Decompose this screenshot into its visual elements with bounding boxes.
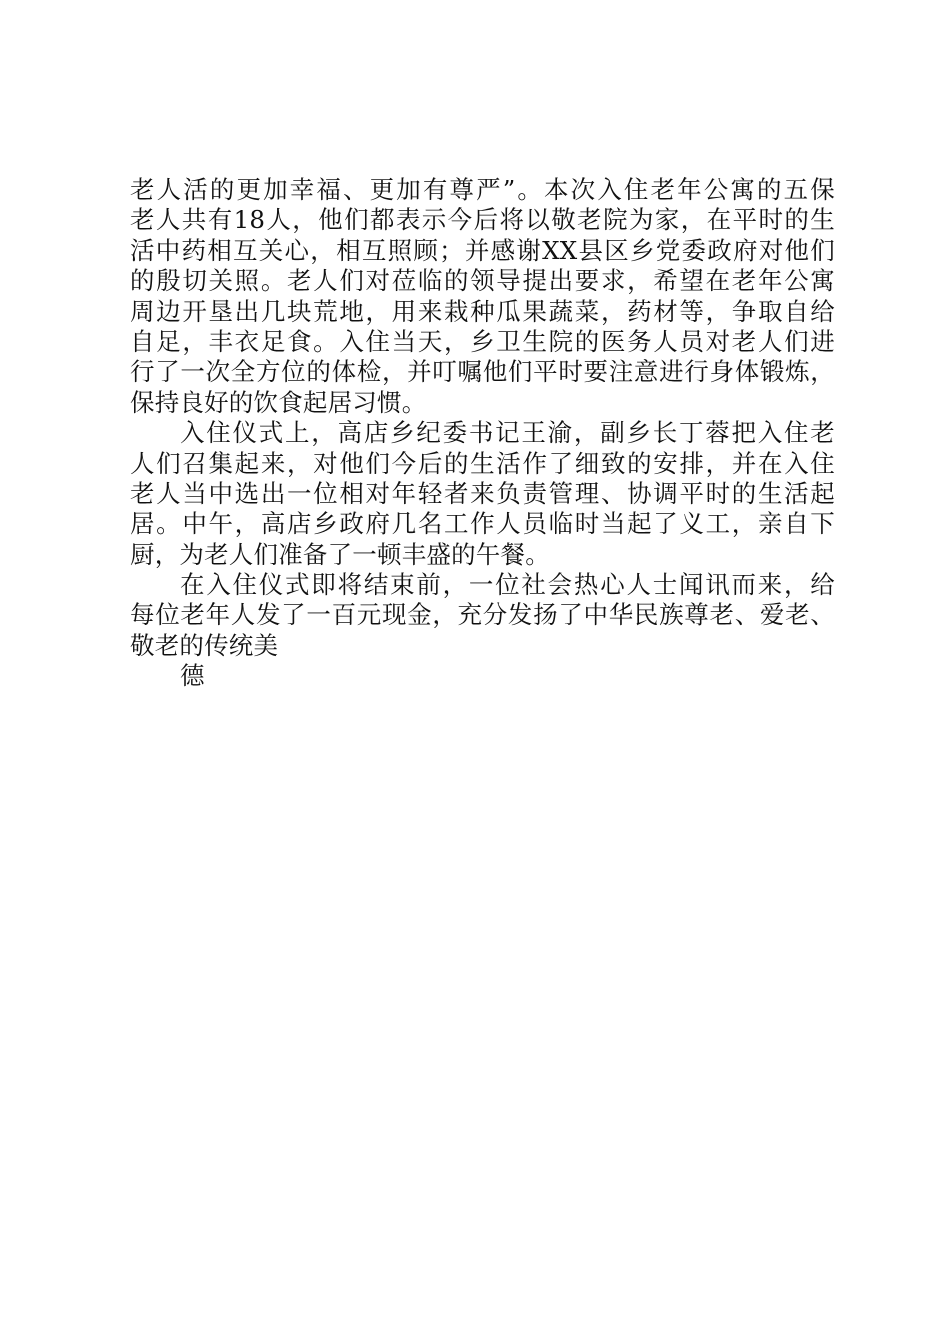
text-line: 居。中午，高店乡政府几名工作人员临时当起了义工，亲自下	[130, 509, 835, 539]
text-line: 厨，为老人们准备了一顿丰盛的午餐。	[130, 539, 550, 569]
text-line: 的殷切关照。老人们对莅临的领导提出要求，希望在老年公寓	[130, 266, 835, 296]
text-line: 老人当中选出一位相对年轻者来负责管理、协调平时的生活起	[130, 478, 835, 508]
text-line: 周边开垦出几块荒地，用来栽种瓜果蔬菜，药材等，争取自给	[130, 296, 835, 326]
document-body	[130, 175, 835, 692]
text-line: 老人共有18人，他们都表示今后将以敬老院为家，在平时的生	[130, 205, 835, 235]
text-line: 保持良好的饮食起居习惯。	[130, 387, 427, 417]
text-line: 每位老年人发了一百元现金，充分发扬了中华民族尊老、爱老、	[130, 600, 835, 630]
text-line: 行了一次全方位的体检，并叮嘱他们平时要注意进行身体锻炼，	[130, 357, 835, 387]
text-line: 活中药相互关心，相互照顾；并感谢XX县区乡党委政府对他们	[130, 235, 835, 265]
text-line: 人们召集起来，对他们今后的生活作了细致的安排，并在入住	[130, 448, 835, 478]
text-line: 德	[180, 661, 205, 691]
text-line: 在入住仪式即将结束前，一位社会热心人士闻讯而来，给	[180, 570, 835, 600]
text-line: 敬老的传统美	[130, 630, 279, 660]
text-line: 自足，丰衣足食。入住当天，乡卫生院的医务人员对老人们进	[130, 326, 835, 356]
text-line: 入住仪式上，高店乡纪委书记王渝，副乡长丁蓉把入住老	[180, 418, 835, 448]
text-line: 老人活的更加幸福、更加有尊严”。本次入住老年公寓的五保	[130, 175, 835, 204]
